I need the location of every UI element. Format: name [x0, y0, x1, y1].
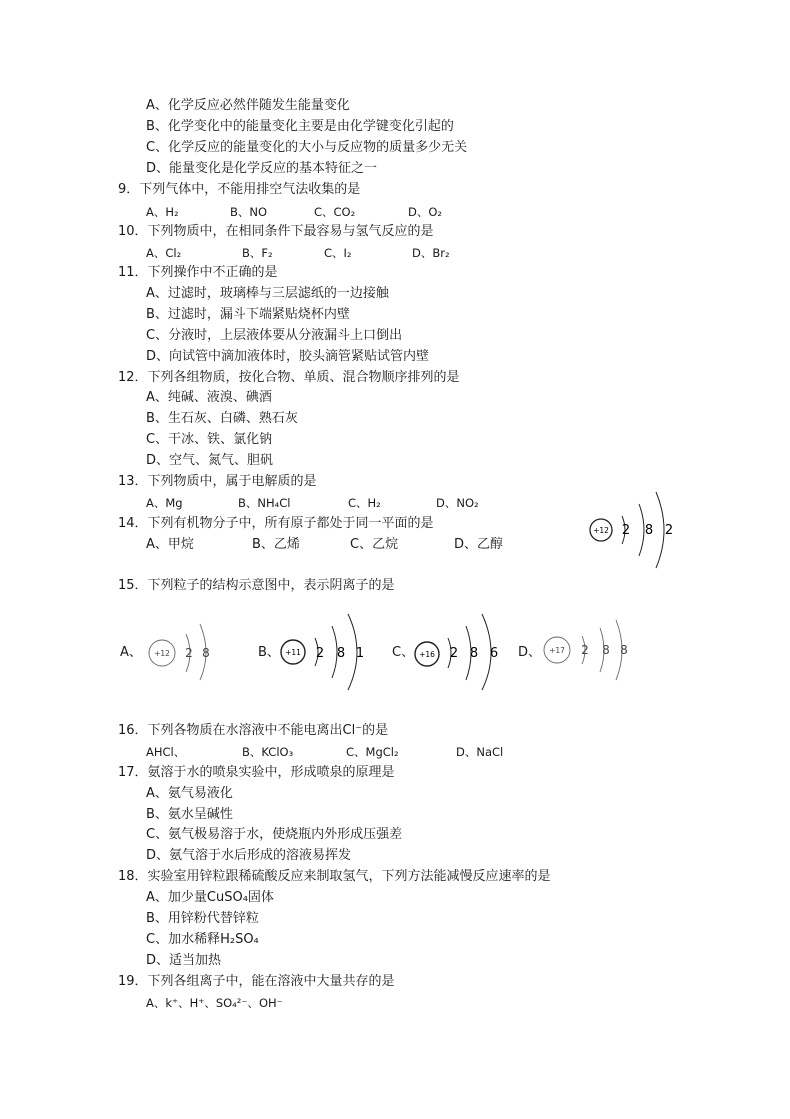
q11-option-c: C、分液时，上层液体要从分液漏斗上口倒出: [146, 328, 403, 343]
q9-option-c: C、CO₂: [314, 205, 356, 219]
q12-option-a: A、纯碱、液溴、碘酒: [146, 390, 272, 405]
atom-diagram-b-svg: [280, 612, 370, 690]
shell-electrons-1: 2: [449, 646, 459, 661]
shell-electrons-1: 2: [581, 643, 589, 657]
q14-option-b: B、乙烯: [252, 537, 300, 552]
atom-diagram-a: [148, 622, 228, 680]
q11-stem: 11．下列操作中不正确的是: [118, 265, 278, 280]
nucleus-charge: +16: [419, 650, 435, 659]
q17-stem: 17．氨溶于水的喷泉实验中，形成喷泉的原理是: [118, 765, 395, 780]
q12-stem: 12．下列各组物质，按化合物、单质、混合物顺序排列的是: [118, 370, 460, 385]
q11-option-b: B、过滤时，漏斗下端紧贴烧杯内壁: [146, 307, 350, 322]
q10-option-c: C、I₂: [324, 246, 352, 260]
nucleus-charge: +12: [593, 526, 609, 535]
q8-option-b: B、化学变化中的能量变化主要是由化学键变化引起的: [146, 119, 454, 134]
shell-electrons-1: 2: [315, 646, 325, 661]
q15-option-d-label: D、: [518, 645, 542, 660]
q16-option-d: D、NaCl: [456, 745, 504, 759]
nucleus-charge: +17: [549, 646, 565, 655]
q19-stem: 19．下列各组离子中，能在溶液中大量共存的是: [118, 974, 395, 989]
q13-option-c: C、H₂: [348, 496, 381, 510]
q12-option-d: D、空气、氮气、胆矾: [146, 453, 274, 468]
atom-diagram-top-svg: [588, 490, 698, 568]
q11-option-d: D、向试管中滴加液体时，胶头滴管紧贴试管内壁: [146, 349, 430, 364]
atom-diagram-d-svg: [542, 620, 642, 680]
q9-option-a: A、H₂: [146, 205, 179, 219]
shell-electrons-3: 8: [620, 643, 628, 657]
shell-electrons-3: 1: [355, 646, 365, 661]
q10-option-d: D、Br₂: [412, 246, 450, 260]
q17-option-d: D、氨气溶于水后形成的溶液易挥发: [146, 848, 352, 863]
q15-option-c-label: C、: [392, 645, 415, 660]
shell-electrons-2: 8: [336, 646, 346, 661]
atom-diagram-b: [280, 612, 370, 690]
shell-arc-2: [639, 504, 644, 556]
q12-option-b: B、生石灰、白磷、熟石灰: [146, 411, 298, 426]
q14-option-d: D、乙醇: [454, 537, 504, 552]
q9-stem: 9．下列气体中，不能用排空气法收集的是: [118, 182, 361, 197]
q17-option-c: C、氨气极易溶于水，使烧瓶内外形成压强差: [146, 827, 403, 842]
shell-electrons-1: 2: [185, 646, 193, 660]
q18-option-b: B、用锌粉代替锌粒: [146, 911, 259, 926]
q12-option-c: C、干冰、铁、氯化钠: [146, 432, 273, 447]
q16-option-b: B、KClO₃: [242, 745, 294, 759]
q16-option-c: C、MgCl₂: [346, 745, 399, 759]
q14-option-a: A、甲烷: [146, 537, 194, 552]
q10-option-a: A、Cl₂: [146, 246, 182, 260]
shell-electrons-2: 8: [602, 643, 610, 657]
q17-option-a: A、氨气易液化: [146, 786, 233, 801]
atom-diagram-d: [542, 620, 642, 680]
shell-arc-3: [656, 492, 664, 568]
q15-option-a-label: A、: [120, 645, 142, 660]
nucleus-charge: +12: [154, 649, 170, 658]
shell-electrons-1: 2: [621, 523, 631, 538]
q14-option-c: C、乙烷: [350, 537, 399, 552]
nucleus-charge: +11: [285, 648, 301, 657]
atom-diagram-c: [414, 612, 504, 690]
q19-option-a: A、k⁺、H⁺、SO₄²⁻、OH⁻: [146, 996, 283, 1010]
q16-option-a: AHCl、: [146, 745, 186, 759]
q13-stem: 13．下列物质中，属于电解质的是: [118, 474, 317, 489]
shell-electrons-2: 8: [202, 646, 210, 660]
atom-diagram-a-svg: [148, 622, 228, 680]
q14-stem: 14．下列有机物分子中，所有原子都处于同一平面的是: [118, 516, 434, 531]
q8-option-a: A、化学反应必然伴随发生能量变化: [146, 98, 350, 113]
q11-option-a: A、过滤时，玻璃棒与三层滤纸的一边接触: [146, 286, 389, 301]
q15-stem: 15．下列粒子的结构示意图中，表示阴离子的是: [118, 578, 395, 593]
shell-electrons-2: 8: [644, 523, 654, 538]
q10-stem: 10．下列物质中，在相同条件下最容易与氢气反应的是: [118, 224, 434, 239]
q13-option-b: B、NH₄Cl: [238, 496, 291, 510]
q17-option-b: B、氨水呈碱性: [146, 807, 233, 822]
atom-diagram-c-svg: [414, 612, 504, 690]
q18-option-c: C、加水稀释H₂SO₄: [146, 932, 259, 947]
q18-option-d: D、适当加热: [146, 953, 222, 968]
q10-option-b: B、F₂: [242, 246, 273, 260]
q18-stem: 18．实验室用锌粒跟稀硫酸反应来制取氢气，下列方法能减慢反应速率的是: [118, 869, 551, 884]
q9-option-b: B、NO: [230, 205, 268, 219]
shell-electrons-3: 2: [664, 523, 674, 538]
shell-electrons-3: 6: [489, 646, 499, 661]
q18-option-a: A、加少量CuSO₄固体: [146, 890, 274, 905]
shell-electrons-2: 8: [469, 646, 479, 661]
q13-option-a: A、Mg: [146, 496, 183, 510]
q8-option-d: D、能量变化是化学反应的基本特征之一: [146, 161, 378, 176]
q16-stem: 16．下列各物质在水溶液中不能电离出Cl⁻的是: [118, 723, 389, 738]
atom-diagram-top: [588, 490, 698, 568]
q15-option-b-label: B、: [258, 645, 280, 660]
q8-option-c: C、化学反应的能量变化的大小与反应物的质量多少无关: [146, 140, 468, 155]
q13-option-d: D、NO₂: [436, 496, 479, 510]
q9-option-d: D、O₂: [408, 205, 443, 219]
